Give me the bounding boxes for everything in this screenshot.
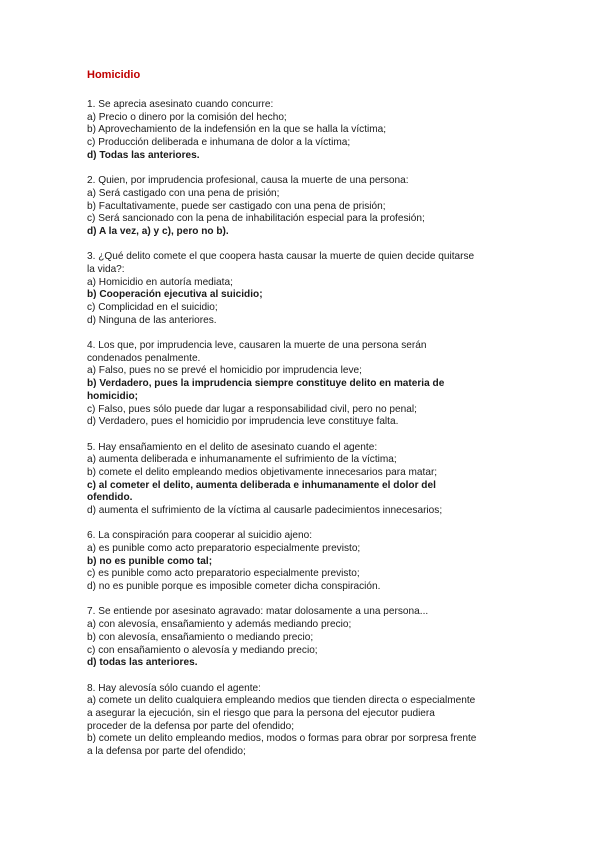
answer-option-line: c) Complicidad en el suicidio; <box>87 302 218 314</box>
correct-answer-line: c) al cometer el delito, aumenta deliberada e inhumanamente el dolor del <box>87 479 436 491</box>
answer-option-line: d) no es punible porque es imposible cometer dicha conspiración. <box>87 581 381 593</box>
answer-option-line: c) Falso, pues sólo puede dar lugar a responsabilidad civil, pero no penal; <box>87 403 417 415</box>
answer-option-line: d) aumenta el sufrimiento de la víctima al causarle padecimientos innecesarios; <box>87 505 443 517</box>
answer-option-line: c) Será sancionado con la pena de inhabilitación especial para la profesión; <box>87 213 425 225</box>
answer-option-line: a) Falso, pues no se prevé el homicidio por imprudencia leve; <box>87 365 362 377</box>
question-block <box>87 251 517 327</box>
question-block <box>87 175 517 239</box>
answer-option-line: b) comete el delito empleando medios objetivamente innecesarios para matar; <box>87 466 438 478</box>
question-text: 6. La conspiración para cooperar al suicidio ajeno: <box>87 530 313 542</box>
answer-option-line: b) con alevosía, ensañamiento o mediando precio; <box>87 631 314 643</box>
answer-option-line: d) Verdadero, pues el homicidio por imprudencia leve constituye falta. <box>87 416 399 428</box>
answer-option-line: la vida?: <box>87 263 125 275</box>
answer-option-line: c) con ensañamiento o alevosía y mediando precio; <box>87 644 318 656</box>
answer-option-line: a) Precio o dinero por la comisión del hecho; <box>87 111 287 123</box>
correct-answer-line: homicidio; <box>87 390 139 402</box>
correct-answer-line: d) A la vez, a) y c), pero no b). <box>87 225 229 237</box>
question-block <box>87 530 517 594</box>
answer-option-line: a) Homicidio en autoría mediata; <box>87 276 233 288</box>
answer-option-line: a) comete un delito cualquiera empleando medios que tienden directa o especialmente <box>87 695 476 707</box>
answer-option-line: proceder de la defensa por parte del ofendido; <box>87 720 295 732</box>
answer-option-line: a) Será castigado con una pena de prisión; <box>87 187 280 199</box>
answer-option-line: c) es punible como acto preparatorio especialmente previsto; <box>87 568 360 580</box>
answer-option-line: c) Producción deliberada e inhumana de dolor a la víctima; <box>87 137 351 149</box>
correct-answer-line: b) Cooperación ejecutiva al suicidio; <box>87 289 263 301</box>
answer-option-line: a) con alevosía, ensañamiento y además mediando precio; <box>87 619 352 631</box>
answer-option-line: condenados penalmente. <box>87 352 201 364</box>
answer-option-line: a) aumenta deliberada e inhumanamente el sufrimiento de la víctima; <box>87 454 397 466</box>
answer-option-line: a la defensa por parte del ofendido; <box>87 746 246 758</box>
answer-option-line: a) es punible como acto preparatorio especialmente previsto; <box>87 543 361 555</box>
question-block <box>87 340 517 429</box>
question-text: 4. Los que, por imprudencia leve, causaren la muerte de una persona serán <box>87 340 427 352</box>
answer-option-line: a asegurar la ejecución, sin el riesgo que para la persona del ejecutor pudiera <box>87 707 435 719</box>
question-text: 5. Hay ensañamiento en el delito de asesinato cuando el agente: <box>87 441 378 453</box>
question-text: 1. Se aprecia asesinato cuando concurre: <box>87 99 274 110</box>
correct-answer-line: d) todas las anteriores. <box>87 657 198 669</box>
answer-option-line: b) comete un delito empleando medios, modos o formas para obrar por sorpresa frente <box>87 733 477 745</box>
answer-option-line: b) Aprovechamiento de la indefensión en la que se halla la víctima; <box>87 124 387 136</box>
correct-answer-line: b) Verdadero, pues la imprudencia siempre constituye delito en materia de <box>87 378 445 390</box>
question-text: 8. Hay alevosía sólo cuando el agente: <box>87 682 261 694</box>
correct-answer-line: ofendido. <box>87 492 133 504</box>
question-text: 3. ¿Qué delito comete el que coopera hasta causar la muerte de quien decide quitarse <box>87 251 475 263</box>
question-block <box>87 683 517 759</box>
answer-option-line: b) Facultativamente, puede ser castigado con una pena de prisión; <box>87 200 386 212</box>
question-block <box>87 442 517 518</box>
question-block <box>87 99 517 163</box>
question-text: 7. Se entiende por asesinato agravado: matar dolosamente a una persona... <box>87 606 429 618</box>
question-text: 2. Quien, por imprudencia profesional, causa la muerte de una persona: <box>87 175 409 187</box>
correct-answer-line: d) Todas las anteriores. <box>87 149 200 161</box>
question-block <box>87 606 517 670</box>
correct-answer-line: b) no es punible como tal; <box>87 555 213 567</box>
answer-option-line: d) Ninguna de las anteriores. <box>87 314 217 326</box>
page-title: Homicidio <box>87 69 141 81</box>
question-list <box>87 99 517 771</box>
